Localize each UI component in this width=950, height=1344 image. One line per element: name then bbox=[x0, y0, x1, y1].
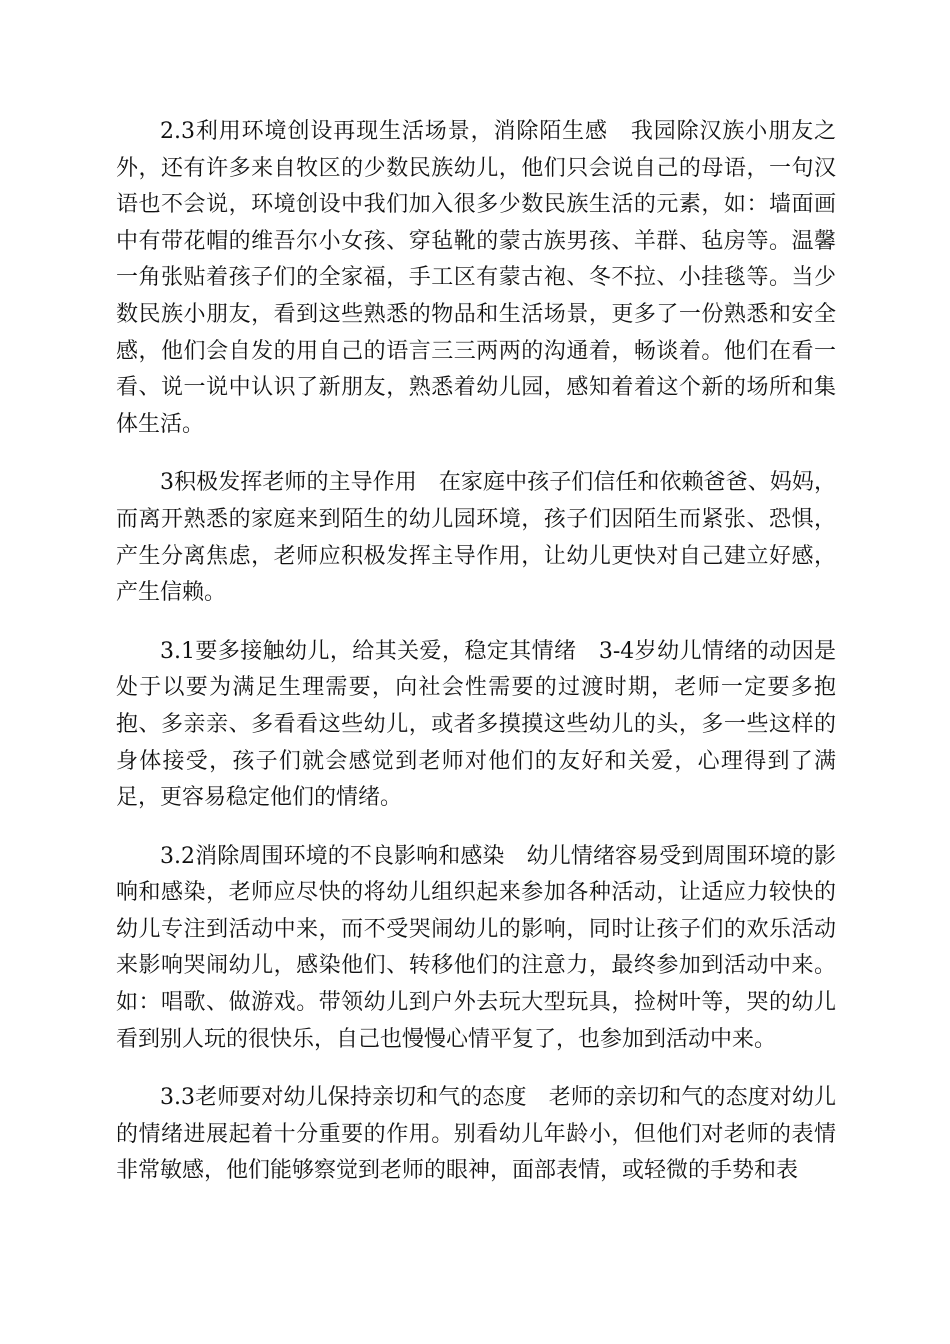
paragraph-3: 3积极发挥老师的主导作用 在家庭中孩子们信任和依赖爸爸、妈妈，而离开熟悉的家庭来到陌生的幼儿园环境，孩子们因陌生而紧张、恐惧，产生分离焦虑，老师应积极发挥主导作用，让幼儿更快对自己建立好感，产生信赖。 bbox=[116, 470, 836, 606]
paragraph-3-1: 3.1要多接触幼儿，给其关爱，稳定其情绪 3-4岁幼儿情绪的动因是处于以要为满足生理需要，向社会性需要的过渡时期，老师一定要多抱抱、多亲亲、多看看这些幼儿，或者多摸摸这些幼儿的头，多一些这样的身体接受，孩子们就会感觉到老师对他们的友好和关爱，心理得到了满足，更容易稳定他们的情绪。 bbox=[116, 638, 836, 811]
document-body bbox=[116, 114, 836, 1212]
paragraph-3-2: 3.2消除周围环境的不良影响和感染 幼儿情绪容易受到周围环境的影响和感染，老师应尽快的将幼儿组织起来参加各种活动，让适应力较快的幼儿专注到活动中来，而不受哭闹幼儿的影响，同时让孩子们的欢乐活动来影响哭闹幼儿，感染他们、转移他们的注意力，最终参加到活动中来。如：唱歌、做游戏。带领幼儿到户外去玩大型玩具，捡树叶等，哭的幼儿看到别人玩的很快乐，自己也慢慢心情平复了，也参加到活动中来。 bbox=[116, 843, 836, 1052]
paragraph-2-3: 2.3利用环境创设再现生活场景，消除陌生感 我园除汉族小朋友之外，还有许多来自牧区的少数民族幼儿，他们只会说自己的母语，一句汉语也不会说，环境创设中我们加入很多少数民族生活的元素，如：墙面画中有带花帽的维吾尔小女孩、穿毡靴的蒙古族男孩、羊群、毡房等。温馨一角张贴着孩子们的全家福，手工区有蒙古袍、冬不拉、小挂毯等。当少数民族小朋友，看到这些熟悉的物品和生活场景，更多了一份熟悉和安全感，他们会自发的用自己的语言三三两两的沟通着，畅谈着。他们在看一看、说一说中认识了新朋友，熟悉着幼儿园，感知着着这个新的场所和集体生活。 bbox=[116, 119, 836, 437]
paragraph-3-3: 3.3老师要对幼儿保持亲切和气的态度 老师的亲切和气的态度对幼儿的情绪进展起着十分重要的作用。别看幼儿年龄小，但他们对老师的表情非常敏感，他们能够察觉到老师的眼神，面部表情，或轻微的手势和表 bbox=[116, 1085, 836, 1184]
